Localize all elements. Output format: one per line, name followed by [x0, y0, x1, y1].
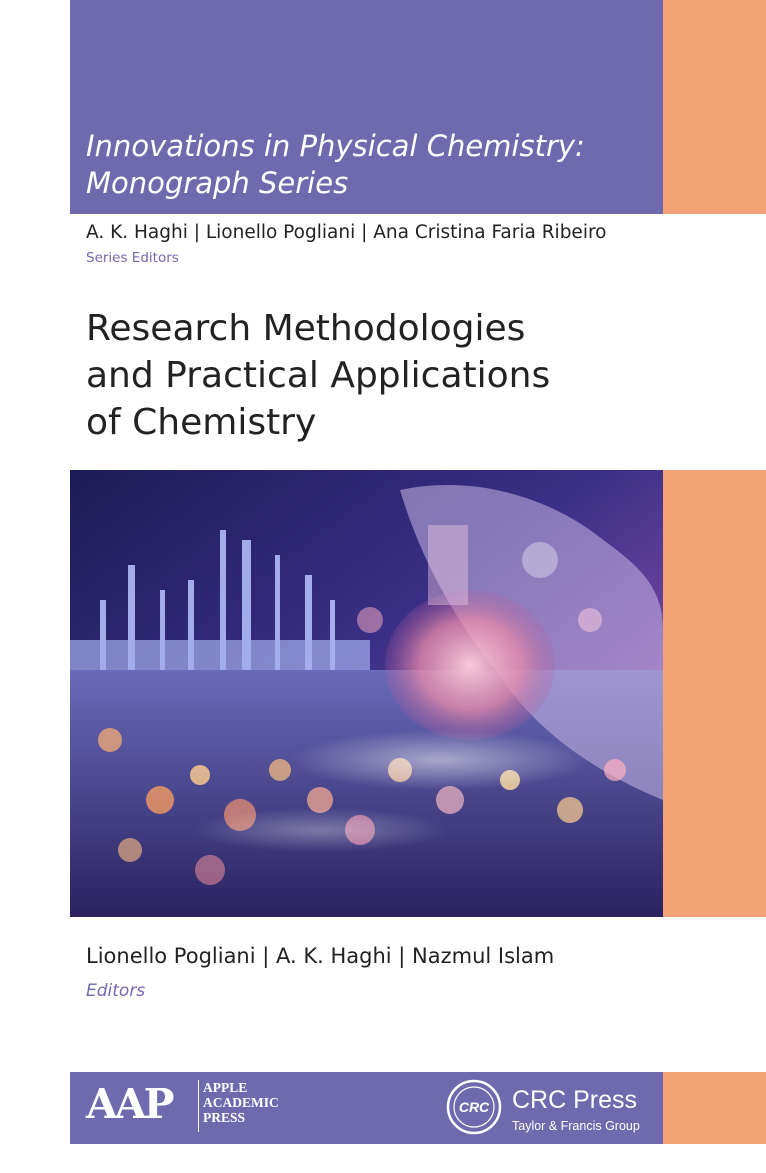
aap-line2: ACADEMIC	[203, 1095, 279, 1110]
aap-line3: PRESS	[203, 1110, 246, 1125]
book-title-line2: and Practical Applications	[86, 355, 551, 396]
crc-press-group: Taylor & Francis Group	[512, 1119, 640, 1133]
aap-logo-mark: AAP	[86, 1080, 172, 1128]
crc-logo-icon	[446, 1079, 502, 1135]
accent-block-bottom	[663, 1072, 766, 1144]
volume-editors: Lionello Pogliani | A. K. Haghi | Nazmul Islam	[86, 944, 555, 968]
aap-logo-text	[203, 1080, 279, 1125]
book-title-line1: Research Methodologies	[86, 308, 526, 349]
crc-press-name: CRC Press	[512, 1086, 638, 1114]
series-title-line1: Innovations in Physical Chemistry:	[86, 129, 585, 163]
accent-block-middle	[663, 470, 766, 917]
accent-block-top	[663, 0, 766, 214]
aap-line1: APPLE	[203, 1080, 248, 1095]
book-title-line3: of Chemistry	[86, 402, 317, 443]
volume-editors-role: Editors	[86, 981, 146, 1001]
series-editors: A. K. Haghi | Lionello Pogliani | Ana Cristina Faria Ribeiro	[86, 222, 607, 243]
crc-logo-text: CRC	[458, 1099, 490, 1115]
cover-photo	[70, 470, 663, 917]
series-title	[86, 128, 656, 202]
series-title-line2: Monograph Series	[86, 166, 349, 200]
book-title	[86, 305, 646, 446]
series-editors-role: Series Editors	[86, 250, 179, 266]
aap-logo-divider	[198, 1080, 199, 1132]
